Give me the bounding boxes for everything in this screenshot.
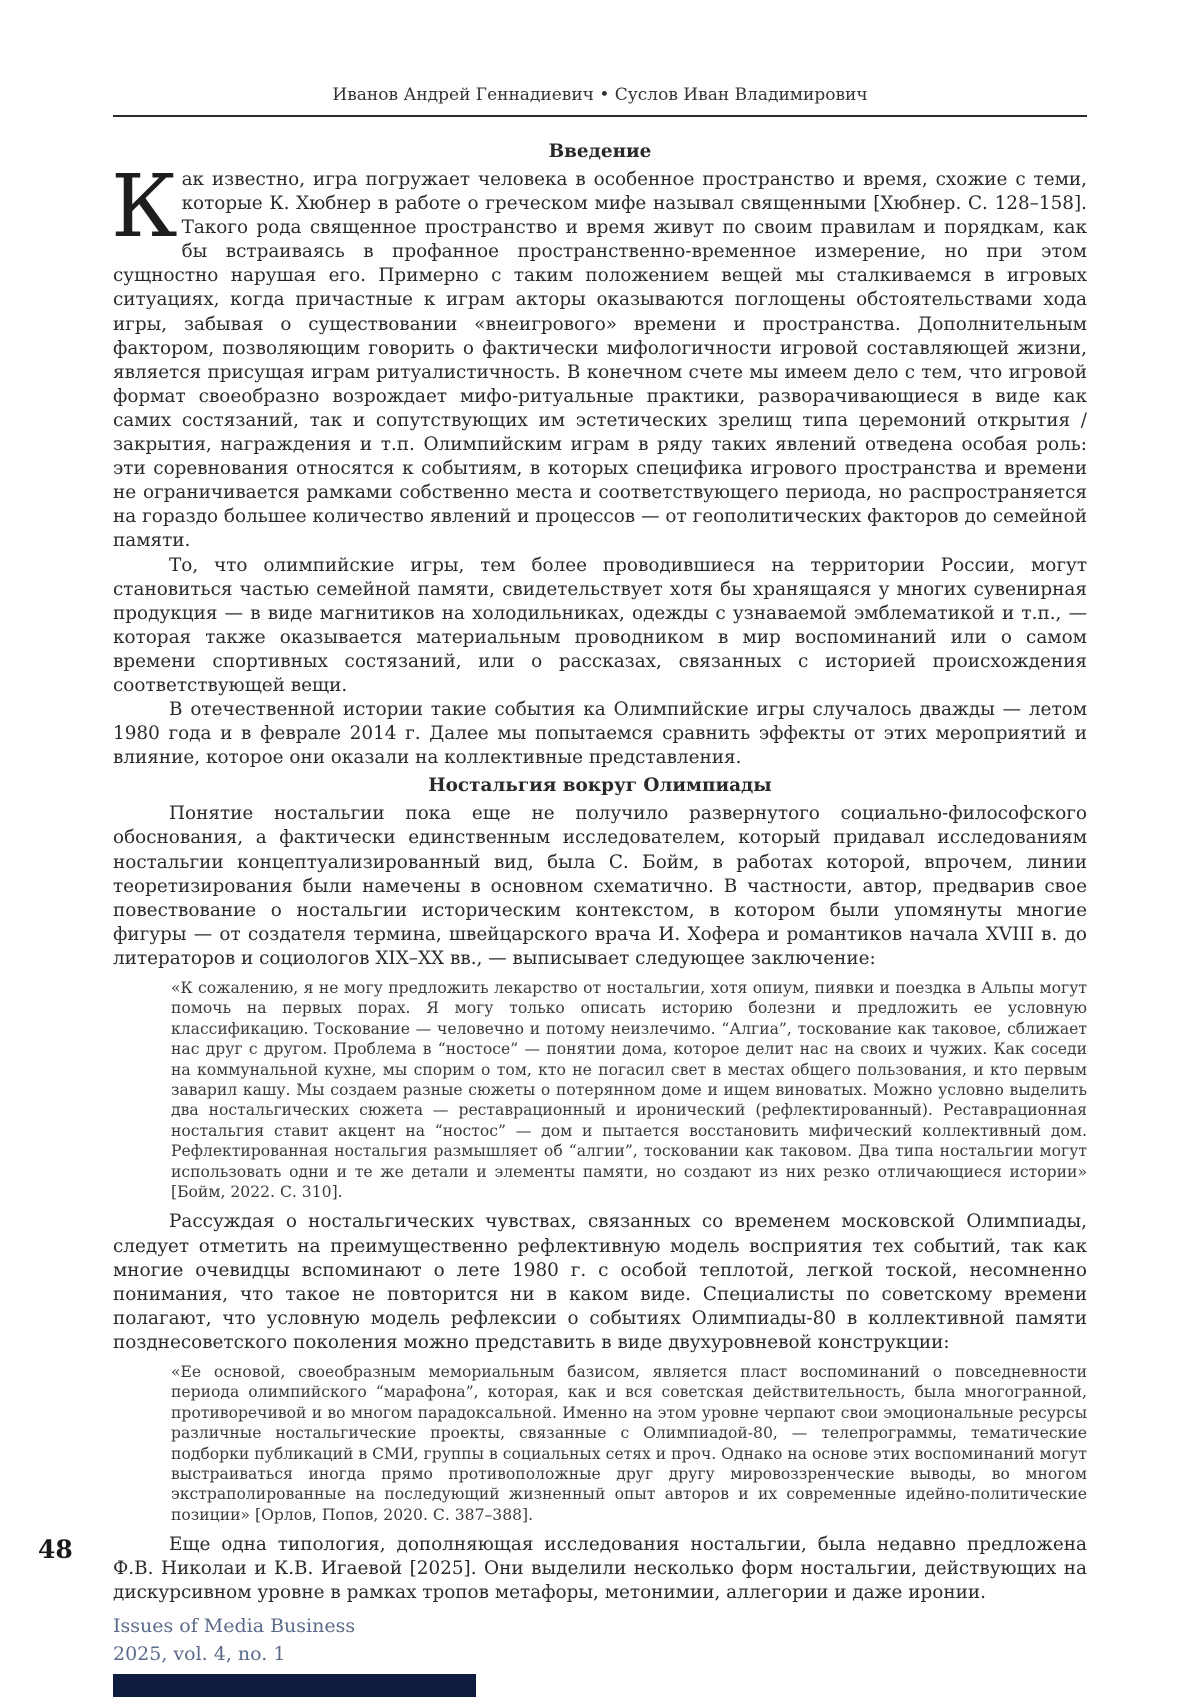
page-number: 48: [38, 1535, 73, 1565]
running-head-authors: Иванов Андрей Геннадиевич • Суслов Иван Владимирович: [113, 83, 1087, 107]
paragraph-typology: Еще одна типология, дополняющая исследования ностальгии, была недавно предложена Ф.В. Николаи и К.В. Игаевой [2025]. Они выделили несколько форм ностальгии, действующих на дискурсивном уровне в рамках тропов метафоры, метонимии, аллегории и даже иронии.: [113, 1533, 1087, 1605]
header-rule: [113, 115, 1087, 117]
paragraph-text: ак известно, игра погружает человека в особенное пространство и время, схожие с теми, которые К. Хюбнер в работе о греческом мифе называл священными [Хюбнер. С. 128–158]. Такого рода священное пространство и время живут по своим правилам и порядкам, как бы встраиваясь в профанное пространственно-временное измерение, но при этом сущностно нарушая его. Примерно с таким положением вещей мы сталкиваемся в игровых ситуациях, когда причастные к играм акторы оказываются поглощены обстоятельствами хода игры, забывая о существовании «внеигрового» времени и пространства. Дополнительным фактором, позволяющим говорить о фактически мифологичности игровой составляющей жизни, является присущая играм ритуалистичность. В конечном счете мы имеем дело с тем, что игровой формат своеобразно возрождает мифо-ритуальные практики, разворачивающиеся в виде как самих состязаний, так и сопутствующих им эстетических зрелищ типа церемоний открытия / закрытия, награждения и т.п. Олимпийским играм в ряду таких явлений отведена особая роль: эти соревнования относятся к событиям, в которых специфика игрового пространства и времени не ограничивается рамками собственно места и соответствующего периода, но распространяется на гораздо большее количество явлений и процессов — от геополитических факторов до семейной памяти.: [113, 169, 1087, 551]
drop-cap: К: [111, 172, 178, 242]
footer-bar: [113, 1674, 476, 1697]
paragraph-family-memory: То, что олимпийские игры, тем более проводившиеся на территории России, могут становиться частью семейной памяти, свидетельствует хотя бы хранящаяся у многих сувенирная продукция — в виде магнитиков на холодильниках, одежды с узнаваемой эмблематикой и т.п., — которая также оказывается материальным проводником в мир воспоминаний или о самом времени спортивных состязаний, или о рассказах, связанных с историей происхождения соответствующей вещи.: [113, 554, 1087, 699]
article-body: [113, 136, 1087, 1606]
paragraph-moscow-olympics: Рассуждая о ностальгических чувствах, связанных со временем московской Олимпиады, следует отметить на преимущественно рефлективную модель восприятия тех событий, так как многие очевидцы вспоминают о лете 1980 г. с особой теплотой, легкой тоской, несомненно понимания, что такое не повторится ни в каком виде. Специалисты по советскому времени полагают, что условную модель рефлексии о событиях Олимпиады-80 в коллективной памяти позднесоветского поколения можно представить в виде двухуровневой конструкции:: [113, 1210, 1087, 1355]
section-title-nostalgia: Ностальгия вокруг Олимпиады: [113, 770, 1087, 802]
paragraph-intro: [113, 168, 1087, 554]
paragraph-olympics-history: В отечественной истории такие события ка Олимпийские игры случалось дважды — летом 1980 года и в феврале 2014 г. Далее мы попытаемся сравнить эффекты от этих мероприятий и влияние, которое они оказали на коллективные представления.: [113, 698, 1087, 770]
quote-orlov-popov: «Ее основой, своеобразным мемориальным базисом, является пласт воспоминаний о повседневности периода олимпийского “марафона”, которая, как и вся советская действительность, была многогранной, противоречивой и во многом парадоксальной. Именно на этом уровне черпают свои эмоциональные ресурсы различные ностальгические проекты, связанные с Олимпиадой-80, — телепрограммы, тематические подборки публикаций в СМИ, группы в социальных сетях и проч. Однако на основе этих воспоминаний могут выстраиваться иногда прямо противоположные друг другу мировоззренческие выводы, во многом экстраполированные на последующий жизненный опыт авторов и их современные идейно-политические позиции» [Орлов, Попов, 2020. С. 387–388].: [171, 1362, 1087, 1525]
journal-info: [113, 1612, 355, 1668]
journal-title: Issues of Media Business: [113, 1612, 355, 1640]
paragraph-nostalgia-concept: Понятие ностальгии пока еще не получило развернутого социально-философского обоснования, а фактически единственным исследователем, который придавал исследованиям ностальгии концептуализированный вид, была С. Бойм, в работах которой, впрочем, линии теоретизирования были намечены в основном схематично. В частности, автор, предварив свое повествование о ностальгии историческим контекстом, в котором были упомянуты многие фигуры — от создателя термина, швейцарского врача И. Хофера и романтиков начала XVIII в. до литераторов и социологов XIX–XX вв., — выписывает следующее заключение:: [113, 802, 1087, 971]
quote-boym: «К сожалению, я не могу предложить лекарство от ностальгии, хотя опиум, пиявки и поездка в Альпы могут помочь на первых порах. Я могу только описать историю болезни и предложить ее условную классификацию. Тоскование — человечно и потому неизлечимо. “Алгиа”, тоскование как таковое, сближает нас друг с другом. Проблема в “ностосе” — понятии дома, которое делит нас на своих и чужих. Как соседи на коммунальной кухне, мы спорим о том, кто не погасил свет в местах общего пользования, и кто первым заварил кашу. Мы создаем разные сюжеты о потерянном доме и ищем виноватых. Можно условно выделить два ностальгических сюжета — реставрационный и иронический (рефлектированный). Реставрационная ностальгия ставит акцент на “ностос” — дом и пытается восстановить мифический коллективный дом. Рефлектированная ностальгия размышляет об “алгии”, тосковании как таковом. Два типа ностальгии могут использовать одни и те же детали и элементы памяти, но создают из них резко отличающиеся истории» [Бойм, 2022. С. 310].: [171, 978, 1087, 1202]
journal-issue: 2025, vol. 4, no. 1: [113, 1640, 355, 1668]
section-title-intro: Введение: [113, 136, 1087, 168]
